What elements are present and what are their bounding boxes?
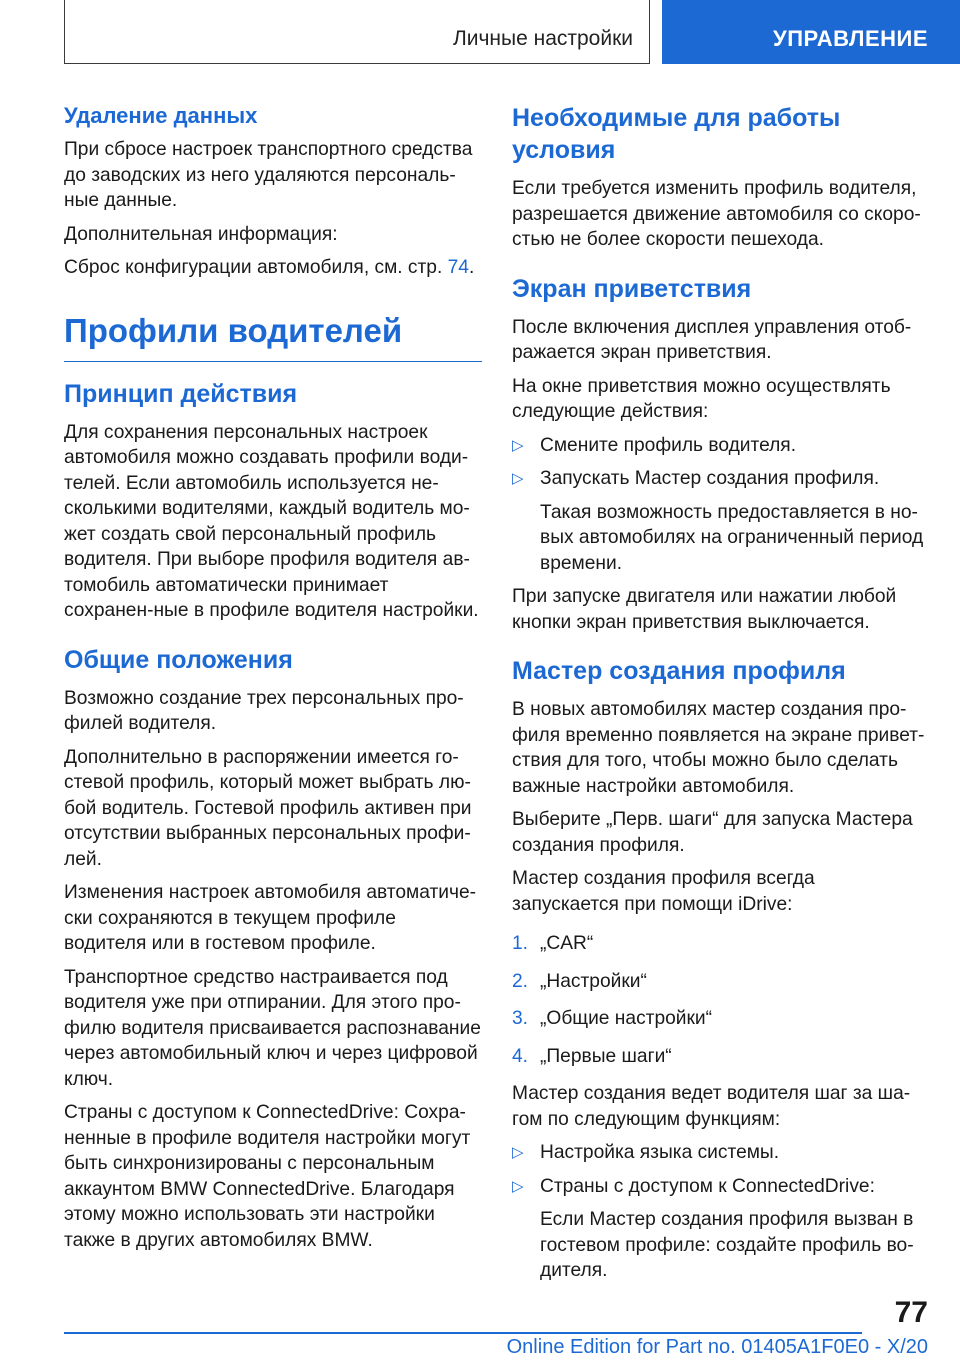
- delete-data-p2: Дополнительная информация:: [64, 223, 338, 245]
- list-item: [512, 969, 926, 995]
- general-p5: Страны с доступом к ConnectedDrive: Сохра-ненные в профиле водителя настройки могут быть синхронизированы с персональным аккаунтом BMW ConnectedDrive. Благодаря этому можно использовать эти настройки также в других автомобилях BMW.: [64, 1102, 471, 1251]
- list-item: [512, 433, 926, 459]
- footer-edition: Online Edition for Part no. 01405A1F0E0 - X/20: [506, 1336, 928, 1358]
- footer-divider: [64, 1332, 862, 1334]
- step-text: „CAR“: [540, 933, 594, 954]
- header-chapter-title: УПРАВЛЕНИЕ: [773, 26, 928, 51]
- welcome-bullet-1: Смените профиль водителя.: [540, 434, 797, 456]
- welcome-screen-heading: Экран приветствия: [512, 274, 752, 303]
- step-number: 4.: [512, 1045, 529, 1067]
- delete-data-p3-text: Сброс конфигурации автомобиля, см. стр.: [64, 257, 448, 278]
- delete-data-p1: При сбросе настроек транспортного средства до заводских из него удаляются персональ-ные данные.: [64, 139, 473, 211]
- list-item: [512, 1140, 926, 1166]
- delete-data-heading: Удаление данных: [64, 103, 258, 128]
- step-number: 1.: [512, 933, 529, 954]
- step-number: 3.: [512, 1008, 529, 1029]
- principle-p1: Для сохранения персональных настроек автомобиля можно создавать профили води-телей. Если автомобиль используется не-сколькими водителями, каждый водитель мо-жет создать свой персональный профиль водителя. При выборе профиля водителя ав-томобиль автоматически принимает сохранен-ные в профиле водителя настройки.: [64, 421, 479, 621]
- profile-wizard-heading: Мастер создания профиля: [512, 657, 846, 685]
- header-chapter: [662, 0, 960, 64]
- step-text: „Первые шаги“: [540, 1045, 672, 1067]
- wizard-bullet-2-note: Если Мастер создания профиля вызван в гостевом профиле: создайте профиль во-дителя.: [540, 1209, 914, 1281]
- welcome-bullet-2-note: Такая возможность предоставляется в но-вых автомобилях на ограниченный период времени.: [540, 501, 924, 574]
- step-text: „Настройки“: [540, 970, 647, 992]
- wizard-p4: Мастер создания ведет водителя шаг за ша-гом по следующим функциям:: [512, 1083, 911, 1130]
- requirements-heading: Необходимые для работы условия: [512, 104, 841, 164]
- principle-heading: Принцип действия: [64, 379, 298, 408]
- general-p2: Дополнительно в распоряжении имеется го-стевой профиль, который может выбрать лю-бой водитель. Гостевой профиль активен при отсутствии выбранных персональных профи-лей.: [64, 746, 472, 870]
- step-number: 2.: [512, 970, 529, 992]
- welcome-p2: На окне приветствия можно осуществлять следующие действия:: [512, 375, 891, 422]
- wizard-bullet-2: Страны с доступом к ConnectedDrive:: [540, 1175, 875, 1197]
- page-link-74[interactable]: 74: [447, 257, 469, 278]
- left-column: [64, 102, 482, 1261]
- delete-data-p3: [64, 255, 482, 281]
- welcome-p3: При запуске двигателя или нажатии любой кнопки экран приветствия выключается.: [512, 586, 897, 633]
- wizard-p2: Выберите „Перв. шаги“ для запуска Мастера создания профиля.: [512, 809, 913, 856]
- list-item: [512, 1006, 926, 1032]
- page-number: 77: [894, 1296, 928, 1329]
- step-text: „Общие настройки“: [540, 1008, 713, 1029]
- triangle-bullet-icon: ▷: [512, 1144, 524, 1161]
- list-item: [512, 1044, 926, 1070]
- welcome-bullet-2: Запускать Мастер создания профиля.: [540, 468, 880, 489]
- wizard-bullet-1: Настройка языка системы.: [540, 1142, 780, 1163]
- wizard-p1: В новых автомобилях мастер создания про-филя временно появляется на экране привет-ствия для того, чтобы можно было сделать важные настройки автомобиля.: [512, 699, 925, 797]
- general-heading: Общие положения: [64, 645, 293, 674]
- triangle-bullet-icon: ▷: [512, 436, 524, 454]
- triangle-bullet-icon: ▷: [512, 1177, 524, 1195]
- general-p1: Возможно создание трех персональных про-филей водителя.: [64, 687, 464, 734]
- header-section-title: Личные настройки: [452, 27, 633, 50]
- header-section: [64, 0, 650, 64]
- list-item: [512, 1174, 926, 1200]
- wizard-p3: Мастер создания профиля всегда запускается при помощи iDrive:: [512, 868, 815, 915]
- triangle-bullet-icon: ▷: [512, 470, 524, 487]
- delete-data-p3-end: .: [468, 257, 475, 278]
- right-column: [512, 102, 926, 1292]
- driver-profiles-heading: Профили водителей: [64, 311, 482, 362]
- welcome-p1: После включения дисплея управления отоб-ражается экран приветствия.: [512, 316, 912, 363]
- list-item: [512, 931, 926, 957]
- general-p3: Изменения настроек автомобиля автоматиче-ски сохраняются в текущем профиле водителя или в гостевом профиле.: [64, 882, 477, 954]
- requirements-p1: Если требуется изменить профиль водителя, разрешается движение автомобиля со скоро-стью не более скорости пешехода.: [512, 178, 921, 250]
- general-p4: Транспортное средство настраивается под водителя уже при отпирании. Для этого про-филю водителя присваивается распознавание через автомобильный ключ и через цифровой ключ.: [64, 966, 481, 1090]
- list-item: [512, 466, 926, 492]
